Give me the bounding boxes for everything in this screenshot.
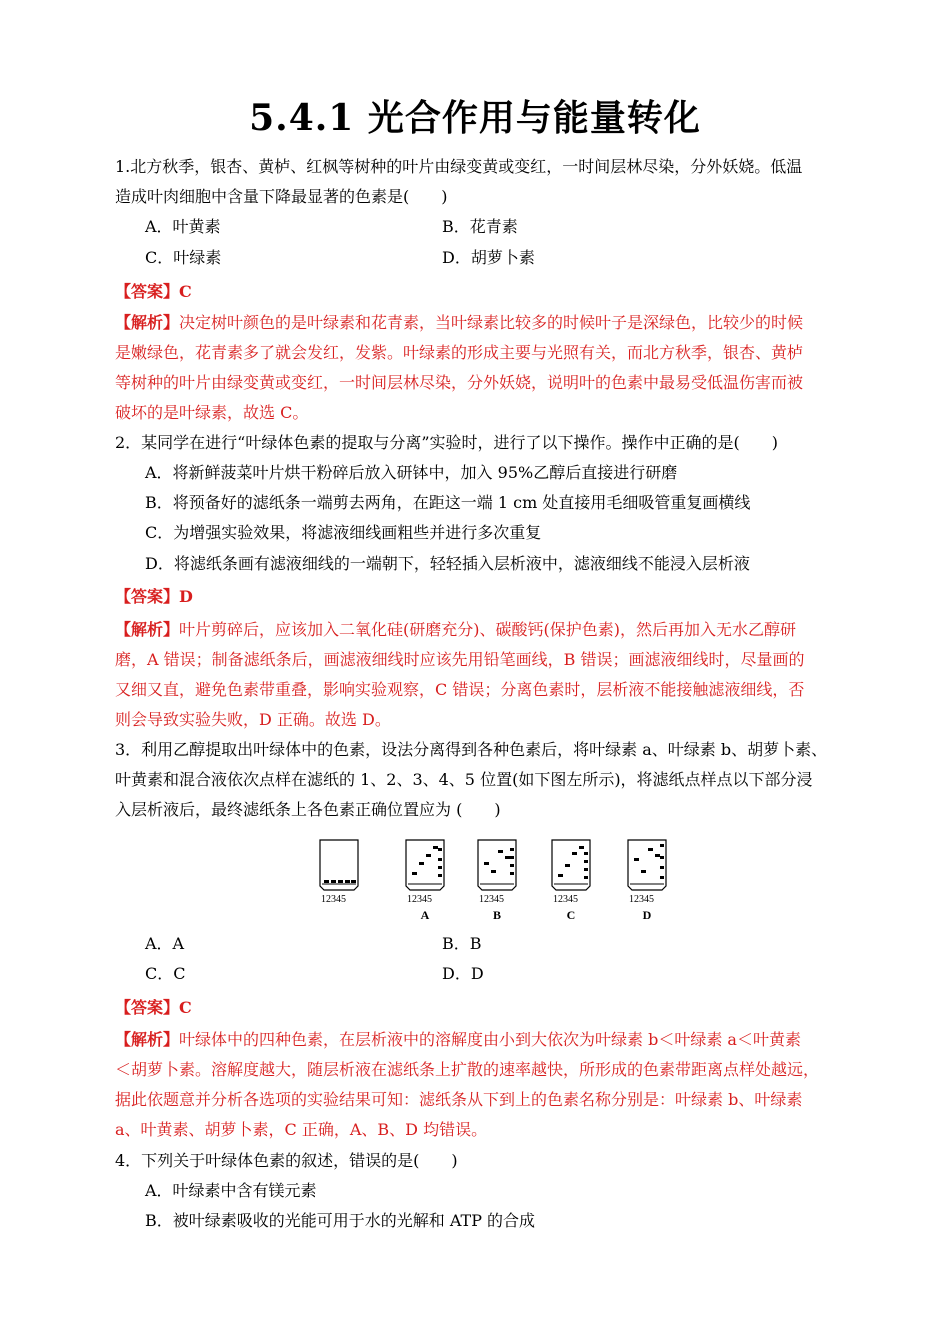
question-3-stem: 3．利用乙醇提取出叶绿体中的色素，设法分离得到各种色素后，将叶绿素 a、叶绿素 b、胡萝卜素、 叶黄素和混合液依次点样在滤纸的 1、2、3、4、5 位置(如下图左所示)，将滤纸点样点以下部分浸 入层析液后，最终滤纸条上各色素正确位置应为 ( )	[115, 740, 828, 819]
strip-label-d: D	[642, 908, 652, 922]
q1-answer: 【答案】C	[115, 282, 192, 301]
chromatography-figure	[318, 836, 678, 924]
q2-answer: 【答案】D	[115, 587, 193, 606]
page-title: 5.4.1 光合作用与能量转化	[249, 97, 701, 139]
q2-option-b: B．将预备好的滤纸条一端剪去两角，在距这一端 1 cm 处直接用毛细吸管重复画横线	[145, 493, 751, 512]
strip-label-b: B	[492, 908, 502, 922]
question-4-stem: 4．下列关于叶绿体色素的叙述，错误的是( )	[115, 1151, 458, 1170]
q2-option-a: A．将新鲜菠菜叶片烘干粉碎后放入研钵中，加入 95%乙醇后直接进行研磨	[145, 463, 678, 482]
q3-option-b: B．B	[442, 934, 482, 953]
strip-c	[552, 840, 590, 890]
strip-label-c: C	[566, 908, 576, 922]
q3-option-d: D．D	[442, 964, 484, 983]
strip-d	[628, 840, 666, 890]
position-labels-b: 12345	[479, 894, 504, 905]
q1-option-c: C．叶绿素	[145, 248, 222, 267]
position-labels-c: 12345	[553, 894, 578, 905]
position-labels-d: 12345	[629, 894, 654, 905]
q2-analysis: 【解析】叶片剪碎后，应该加入二氧化硅(研磨充分)、碳酸钙(保护色素)，然后再加入无水乙醇研 磨，A 错误；制备滤纸条后，画滤液细线时应该先用铅笔画线，B 错误；画滤液细线时，尽量画的 又细又直，避免色素带重叠，影响实验观察，C 错误；分离色素时，层析液不能接触滤液细线，否 则会导致实验失败，D 正确。故选 D。	[115, 620, 805, 729]
q1-option-a: A．叶黄素	[145, 217, 221, 236]
q1-option-d: D．胡萝卜素	[442, 248, 535, 267]
q1-analysis: 【解析】决定树叶颜色的是叶绿素和花青素，当叶绿素比较多的时候叶子是深绿色，比较少的时候 是嫩绿色，花青素多了就会发红，发紫。叶绿素的形成主要与光照有关，而北方秋季，银杏、黄栌 等树种的叶片由绿变黄或变红，一时间层林尽染，分外妖娆，说明叶的色素中最易受低温伤害而被 破坏的是叶绿素，故选 C。	[115, 313, 804, 422]
strip-a	[406, 840, 444, 890]
q2-option-c: C．为增强实验效果，将滤液细线画粗些并进行多次重复	[145, 523, 542, 542]
q4-option-b: B．被叶绿素吸收的光能可用于水的光解和 ATP 的合成	[145, 1211, 536, 1230]
q3-option-c: C．C	[145, 964, 186, 983]
chromatography-svg	[318, 836, 678, 924]
q1-option-b: B．花青素	[442, 217, 518, 236]
question-2-stem: 2．某同学在进行“叶绿体色素的提取与分离”实验时，进行了以下操作。操作中正确的是( )	[115, 433, 779, 452]
q3-analysis: 【解析】叶绿体中的四种色素，在层析液中的溶解度由小到大依次为叶绿素 b＜叶绿素 a＜叶黄素 ＜胡萝卜素。溶解度越大，随层析液在滤纸条上扩散的速率越快，所形成的色素带距离点样处越远， 据此依题意并分析各选项的实验结果可知：滤纸条从下到上的色素名称分别是：叶绿素 b、叶绿素 a、叶黄素、胡萝卜素，C 正确，A、B、D 均错误。	[115, 1030, 820, 1139]
q3-answer: 【答案】C	[115, 998, 192, 1017]
strip-label-a: A	[420, 908, 430, 922]
q3-option-a: A．A	[145, 934, 185, 953]
q2-option-d: D．将滤纸条画有滤液细线的一端朝下，轻轻插入层析液中，滤液细线不能浸入层析液	[145, 554, 750, 573]
question-1-stem: 1.北方秋季，银杏、黄栌、红枫等树种的叶片由绿变黄或变红，一时间层林尽染，分外妖娆。低温 造成叶肉细胞中含量下降最显著的色素是( )	[115, 157, 803, 206]
q4-option-a: A．叶绿素中含有镁元素	[145, 1181, 317, 1200]
position-labels-original: 12345	[321, 894, 346, 905]
position-labels-a: 12345	[407, 894, 432, 905]
